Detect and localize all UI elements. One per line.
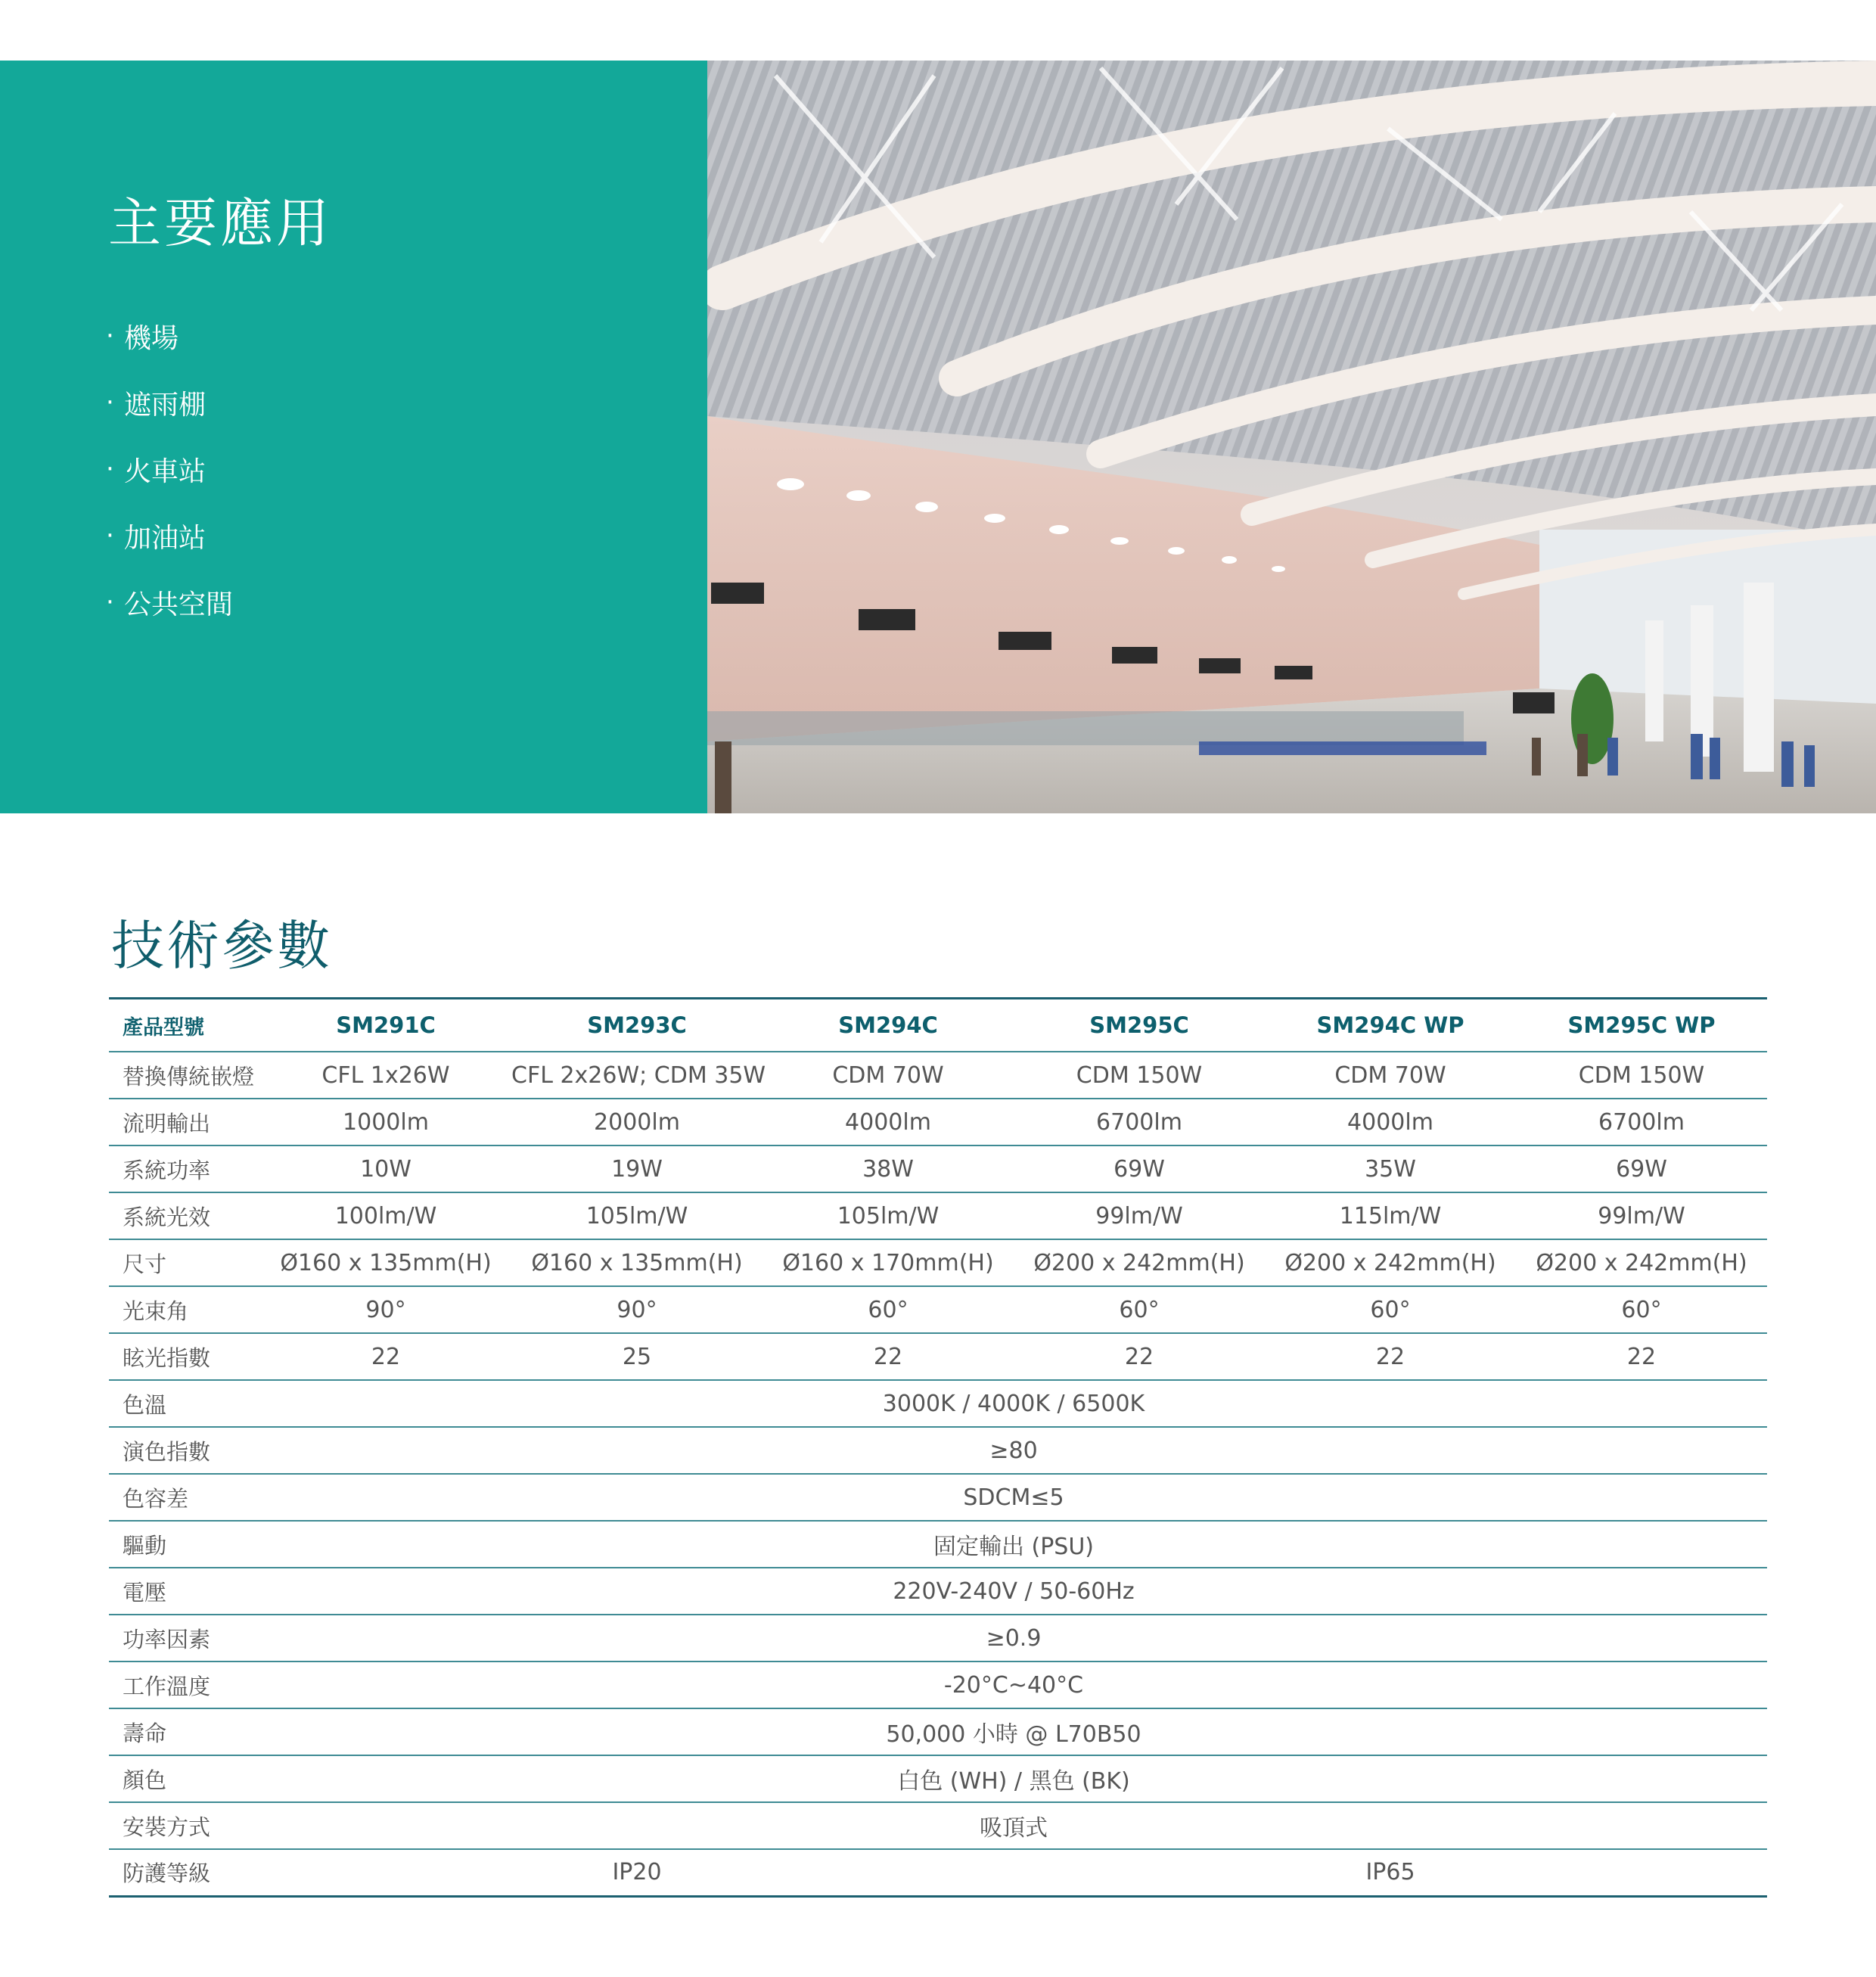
spec-cell: 22 <box>1014 1333 1265 1380</box>
spec-title: 技術參數 <box>111 915 332 977</box>
applications-list <box>106 303 233 636</box>
spec-row-label: 色容差 <box>109 1474 260 1521</box>
spec-cell: 105lm/W <box>763 1192 1014 1239</box>
spec-row-label: 電壓 <box>109 1568 260 1615</box>
bullet-icon: · <box>106 587 114 617</box>
model-header-cell: SM295C WP <box>1516 999 1767 1052</box>
bullet-icon: · <box>106 521 114 551</box>
spec-row <box>109 1333 1767 1380</box>
spec-cell: 22 <box>763 1333 1014 1380</box>
spec-row-label: 流明輸出 <box>109 1099 260 1145</box>
spec-cell: 2000lm <box>511 1099 763 1145</box>
spec-cell: 22 <box>1516 1333 1767 1380</box>
application-label: 公共空間 <box>124 589 234 620</box>
spec-row <box>109 1239 1767 1286</box>
application-item <box>106 569 233 636</box>
spec-cell: Ø200 x 242mm(H) <box>1516 1239 1767 1286</box>
spec-shared-cell: 吸頂式 <box>260 1802 1767 1849</box>
spec-shared-row <box>109 1802 1767 1849</box>
application-label: 火車站 <box>124 455 207 487</box>
bullet-icon: · <box>106 321 114 351</box>
protection-row <box>109 1849 1767 1896</box>
spec-cell: 115lm/W <box>1265 1192 1516 1239</box>
spec-shared-cell: 3000K / 4000K / 6500K <box>260 1380 1767 1427</box>
spec-cell: 6700lm <box>1516 1099 1767 1145</box>
spec-cell: 10W <box>260 1145 511 1192</box>
spec-cell: CDM 150W <box>1516 1052 1767 1099</box>
spec-cell: 4000lm <box>763 1099 1014 1145</box>
application-item <box>106 436 233 502</box>
spec-cell: Ø200 x 242mm(H) <box>1014 1239 1265 1286</box>
spec-cell: CFL 2x26W; CDM 35W <box>511 1052 763 1099</box>
spec-cell: 35W <box>1265 1145 1516 1192</box>
spec-row <box>109 1099 1767 1145</box>
spec-header-row <box>109 999 1767 1052</box>
spec-cell: 6700lm <box>1014 1099 1265 1145</box>
spec-cell: 19W <box>511 1145 763 1192</box>
spec-cell: CFL 1x26W <box>260 1052 511 1099</box>
bullet-icon: · <box>106 387 114 418</box>
spec-cell: 90° <box>260 1286 511 1333</box>
spec-row-label: 工作溫度 <box>109 1661 260 1708</box>
model-header-cell: SM293C <box>511 999 763 1052</box>
spec-row-label: 功率因素 <box>109 1615 260 1661</box>
spec-row-label: 顏色 <box>109 1755 260 1802</box>
spec-row-label: 光束角 <box>109 1286 260 1333</box>
spec-shared-row <box>109 1568 1767 1615</box>
spec-shared-row <box>109 1380 1767 1427</box>
spec-row <box>109 1052 1767 1099</box>
spec-row-label: 尺寸 <box>109 1239 260 1286</box>
spec-row <box>109 1192 1767 1239</box>
spec-cell: 25 <box>511 1333 763 1380</box>
spec-cell: 99lm/W <box>1014 1192 1265 1239</box>
spec-cell: 4000lm <box>1265 1099 1516 1145</box>
spec-row-label: 系統光效 <box>109 1192 260 1239</box>
application-item <box>106 303 233 369</box>
spec-cell: 100lm/W <box>260 1192 511 1239</box>
spec-row <box>109 1145 1767 1192</box>
spec-row-label: 色溫 <box>109 1380 260 1427</box>
spec-row-label: 驅動 <box>109 1521 260 1568</box>
application-item <box>106 502 233 569</box>
applications-panel <box>0 61 707 813</box>
applications-banner <box>0 61 1876 813</box>
model-header-cell: SM294C <box>763 999 1014 1052</box>
bullet-icon: · <box>106 454 114 484</box>
application-label: 機場 <box>124 322 179 354</box>
spec-shared-row <box>109 1474 1767 1521</box>
spec-shared-cell: ≥0.9 <box>260 1615 1767 1661</box>
spec-cell: CDM 70W <box>1265 1052 1516 1099</box>
protection-indoor-cell: IP20 <box>612 1859 662 1886</box>
spec-shared-cell: 50,000 小時 @ L70B50 <box>260 1708 1767 1755</box>
spec-shared-row <box>109 1615 1767 1661</box>
protection-outdoor-cell: IP65 <box>1365 1859 1415 1886</box>
spec-shared-cell: -20°C~40°C <box>260 1661 1767 1708</box>
spec-cell: 60° <box>763 1286 1014 1333</box>
spec-cell: Ø160 x 135mm(H) <box>260 1239 511 1286</box>
spec-shared-cell: 固定輸出 (PSU) <box>260 1521 1767 1568</box>
spec-shared-row <box>109 1755 1767 1802</box>
model-header-cell: SM291C <box>260 999 511 1052</box>
spec-cell: Ø200 x 242mm(H) <box>1265 1239 1516 1286</box>
spec-row-label: 替換傳統嵌燈 <box>109 1052 260 1099</box>
spec-shared-cell: SDCM≤5 <box>260 1474 1767 1521</box>
application-item <box>106 369 233 436</box>
spec-cell: CDM 150W <box>1014 1052 1265 1099</box>
application-label: 加油站 <box>124 522 207 554</box>
model-header-cell: SM295C <box>1014 999 1265 1052</box>
airport-terminal-photo <box>707 61 1876 813</box>
spec-cell: 38W <box>763 1145 1014 1192</box>
spec-shared-row <box>109 1708 1767 1755</box>
spec-row-label: 系統功率 <box>109 1145 260 1192</box>
spec-row-label: 防護等級 <box>123 1860 211 1887</box>
spec-cell: 90° <box>511 1286 763 1333</box>
spec-cell: 60° <box>1014 1286 1265 1333</box>
spec-table <box>109 997 1767 1898</box>
spec-row <box>109 1286 1767 1333</box>
spec-shared-row <box>109 1427 1767 1474</box>
spec-row-label: 演色指數 <box>109 1427 260 1474</box>
spec-cell: Ø160 x 170mm(H) <box>763 1239 1014 1286</box>
spec-cell: 69W <box>1516 1145 1767 1192</box>
spec-row-label: 壽命 <box>109 1708 260 1755</box>
spec-shared-row <box>109 1521 1767 1568</box>
model-header-cell: SM294C WP <box>1265 999 1516 1052</box>
spec-cell: 1000lm <box>260 1099 511 1145</box>
model-header-label: 產品型號 <box>109 999 260 1052</box>
applications-title: 主要應用 <box>108 192 332 254</box>
spec-shared-cell: 220V-240V / 50-60Hz <box>260 1568 1767 1615</box>
spec-row-label: 眩光指數 <box>109 1333 260 1380</box>
spec-cell: CDM 70W <box>763 1052 1014 1099</box>
spec-cell: 22 <box>260 1333 511 1380</box>
spec-cell: 60° <box>1265 1286 1516 1333</box>
spec-cell: 105lm/W <box>511 1192 763 1239</box>
spec-cell: 60° <box>1516 1286 1767 1333</box>
spec-shared-cell: ≥80 <box>260 1427 1767 1474</box>
spec-shared-row <box>109 1661 1767 1708</box>
spec-cell: 99lm/W <box>1516 1192 1767 1239</box>
spec-shared-cell: 白色 (WH) / 黑色 (BK) <box>260 1755 1767 1802</box>
spec-cell: 22 <box>1265 1333 1516 1380</box>
spec-row-label: 安裝方式 <box>109 1802 260 1849</box>
spec-cell: 69W <box>1014 1145 1265 1192</box>
application-label: 遮雨棚 <box>124 389 207 421</box>
spec-cell: Ø160 x 135mm(H) <box>511 1239 763 1286</box>
